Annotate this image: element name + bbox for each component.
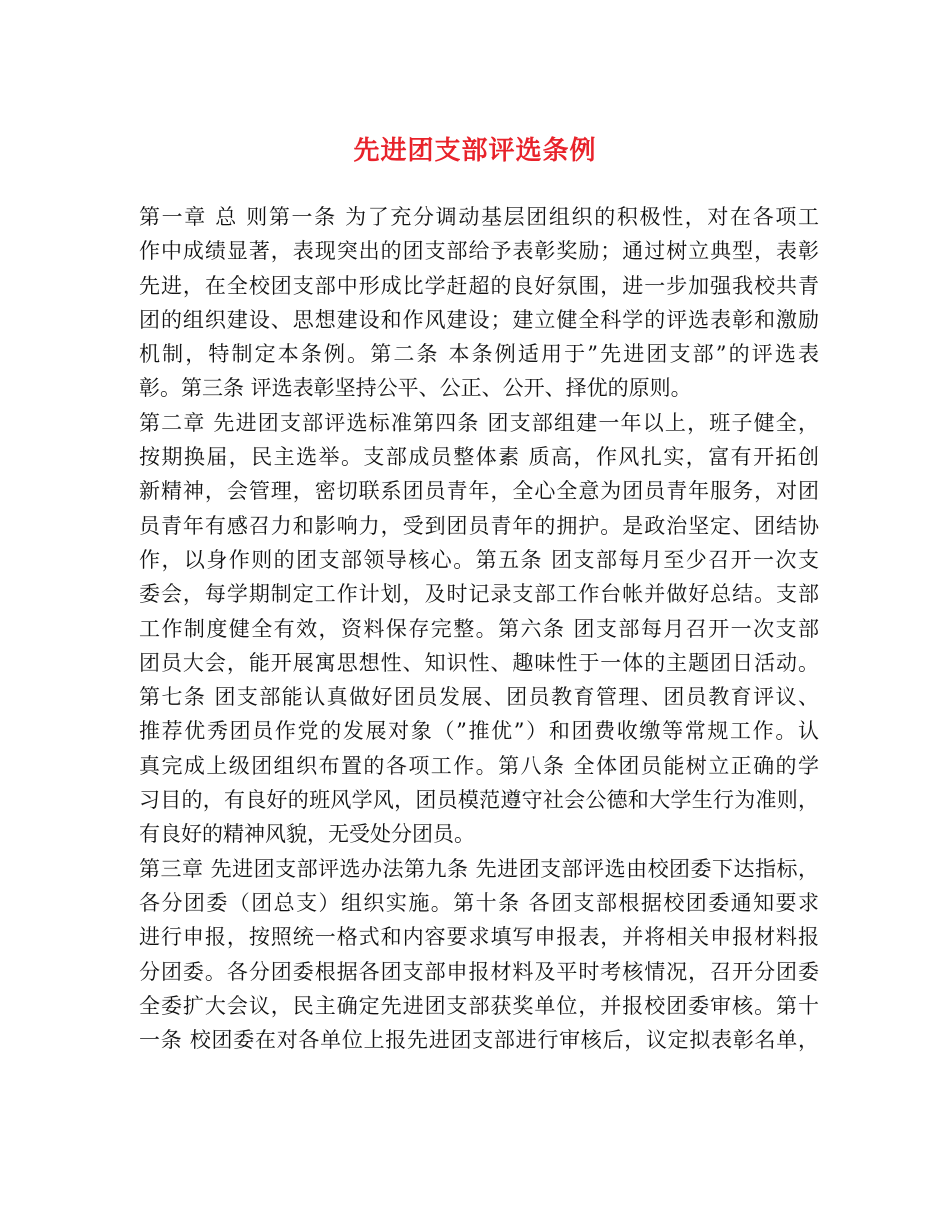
body-line: 彰。第三条 评选表彰坚持公平、公正、公开、择优的原则。 [139,376,692,401]
body-line: 第三章 先进团支部评选办法第九条 先进团支部评选由校团委下达指标， [139,856,819,881]
body-line: 先进，在全校团支部中形成比学赶超的良好氛围，进一步加强我校共青 [139,273,819,298]
body-line: 新精神，会管理，密切联系团员青年，全心全意为团员青年服务，对团 [139,479,819,504]
body-line: 习目的，有良好的班风学风，团员模范遵守社会公德和大学生行为准则， [139,788,819,813]
body-line: 第二章 先进团支部评选标准第四条 团支部组建一年以上，班子健全， [139,410,819,435]
body-line: 员青年有感召力和影响力，受到团员青年的拥护。是政治坚定、团结协 [139,513,819,538]
body-line: 团员大会，能开展寓思想性、知识性、趣味性于一体的主题团日活动。 [139,650,819,675]
body-line: 作中成绩显著，表现突出的团支部给予表彰奖励；通过树立典型，表彰 [139,239,819,264]
body-line: 推荐优秀团员作党的发展对象（”推优”）和团费收缴等常规工作。认 [139,719,819,744]
document-body [139,200,819,1057]
body-line: 工作制度健全有效，资料保存完整。第六条 团支部每月召开一次支部 [139,616,819,641]
body-line: 有良好的精神风貌，无受处分团员。 [139,822,475,847]
body-line: 机制，特制定本条例。第二条 本条例适用于”先进团支部”的评选表 [139,342,819,367]
body-line: 全委扩大会议，民主确定先进团支部获奖单位，并报校团委审核。第十 [139,993,819,1018]
body-line: 委会，每学期制定工作计划，及时记录支部工作台帐并做好总结。支部 [139,582,819,607]
body-line: 团的组织建设、思想建设和作风建设；建立健全科学的评选表彰和激励 [139,307,819,332]
document-title: 先进团支部评选条例 [353,136,597,166]
body-line: 第一章 总 则第一条 为了充分调动基层团组织的积极性，对在各项工 [139,205,819,229]
body-line: 作，以身作则的团支部领导核心。第五条 团支部每月至少召开一次支 [139,547,819,572]
body-line: 一条 校团委在对各单位上报先进团支部进行审核后，议定拟表彰名单， [139,1028,819,1053]
body-line: 进行申报，按照统一格式和内容要求填写申报表，并将相关申报材料报 [139,925,819,950]
body-line: 各分团委（团总支）组织实施。第十条 各团支部根据校团委通知要求 [139,890,819,915]
body-line: 第七条 团支部能认真做好团员发展、团员教育管理、团员教育评议、 [139,685,819,710]
body-line: 分团委。各分团委根据各团支部申报材料及平时考核情况，召开分团委 [139,959,819,984]
body-line: 按期换届，民主选举。支部成员整体素 质高，作风扎实，富有开拓创 [139,445,819,470]
body-line: 真完成上级团组织布置的各项工作。第八条 全体团员能树立正确的学 [139,753,819,778]
